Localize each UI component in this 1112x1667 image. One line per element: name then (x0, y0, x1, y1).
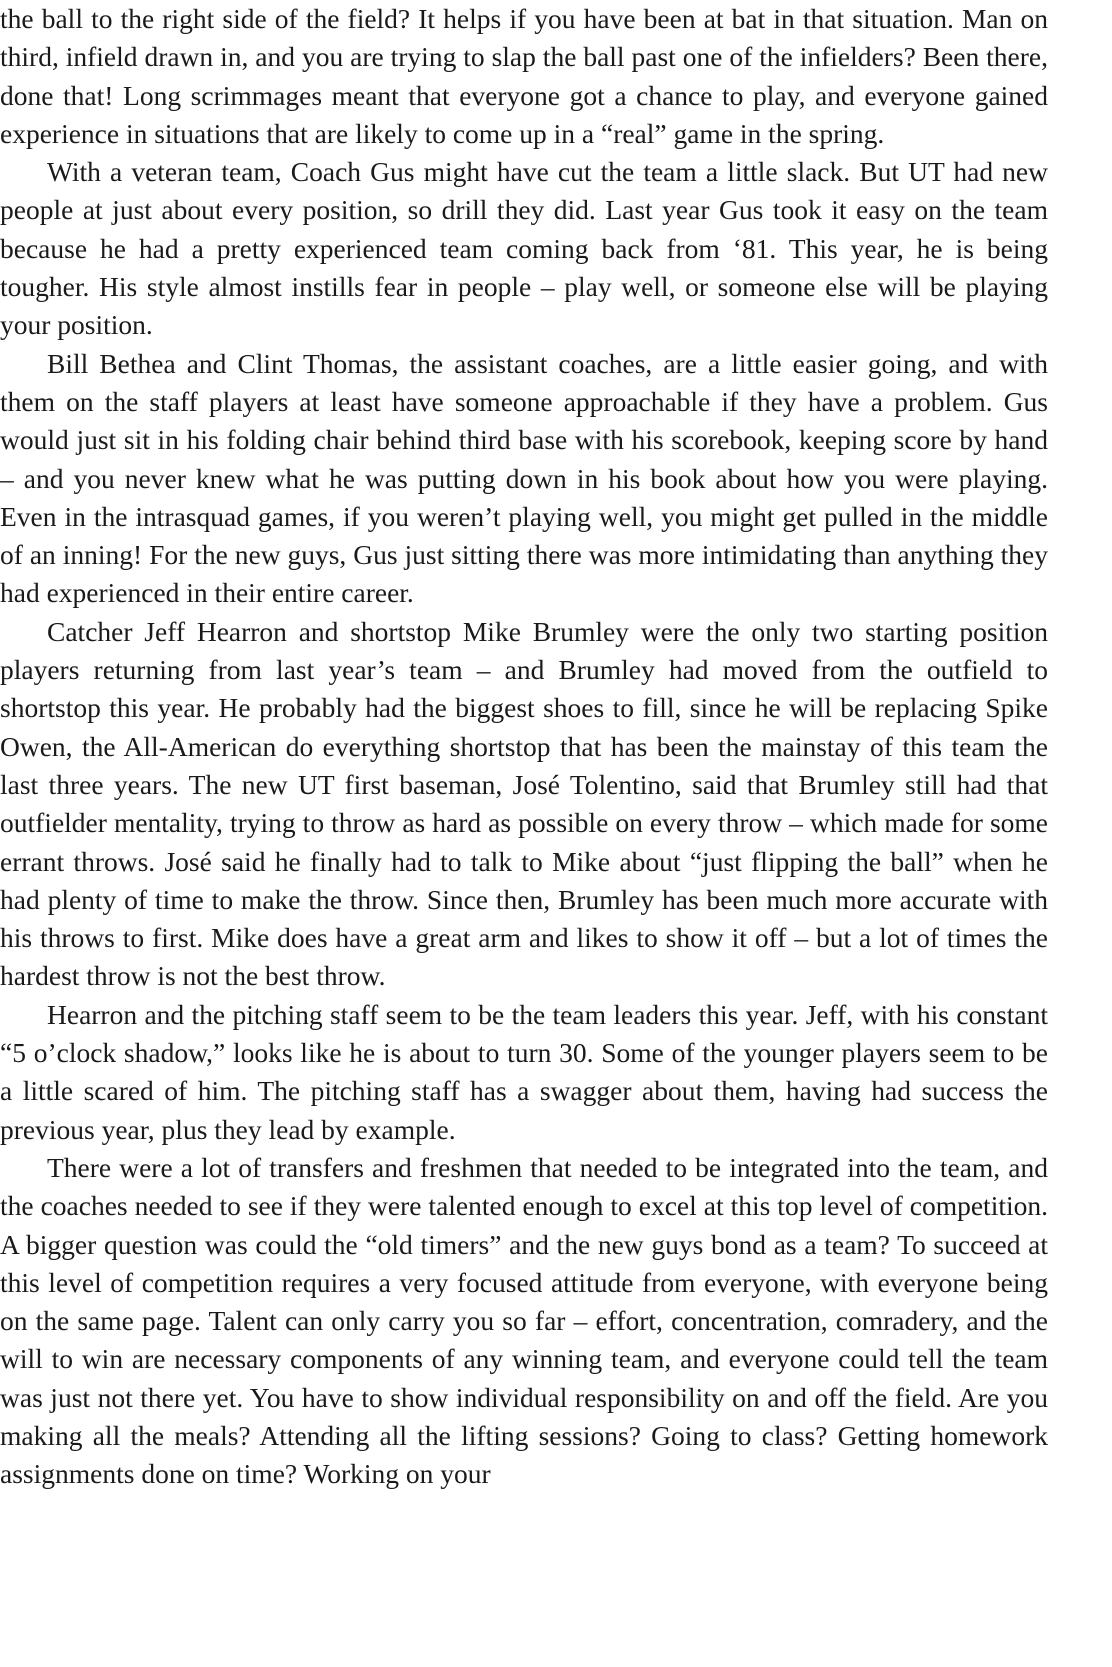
paragraph-1: the ball to the right side of the field? It helps if you have been at bat in that situation. Man on third, infield drawn in, and you are trying to slap the ball past one of the infielders? Been there, done that! Long scrimmages meant that everyone got a chance to play, and everyone gained experience in situations that are likely to come up in a “real” game in the spring. (0, 3, 1048, 149)
paragraph-3: Bill Bethea and Clint Thomas, the assistant coaches, are a little easier going, and with them on the staff players at least have someone approachable if they have a problem. Gus would just sit in his folding chair behind third base with his scorebook, keeping score by hand – and you never knew what he was putting down in his book about how you were playing. Even in the intrasquad games, if you weren’t playing well, you might get pulled in the middle of an inning! For the new guys, Gus just sitting there was more intimidating than anything they had experienced in their entire career. (0, 347, 1048, 609)
paragraph-4: Catcher Jeff Hearron and shortstop Mike Brumley were the only two starting position players returning from last year’s team – and Brumley had moved from the outfield to shortstop this year. He probably had the biggest shoes to fill, since he will be replacing Spike Owen, the All-American do everything shortstop that has been the mainstay of this team the last three years. The new UT first baseman, José Tolentino, said that Brumley still had that outfielder mentality, trying to throw as hard as possible on every throw – which made for some errant throws. José said he finally had to talk to Mike about “just flipping the ball” when he had plenty of time to make the throw. Since then, Brumley has been much more accurate with his throws to first. Mike does have a great arm and likes to show it off – but a lot of times the hardest throw is not the best throw. (0, 615, 1048, 992)
paragraph-5: Hearron and the pitching staff seem to be the team leaders this year. Jeff, with his constant “5 o’clock shadow,” looks like he is about to turn 30. Some of the younger players seem to be a little scared of him. The pitching staff has a swagger about them, having had success the previous year, plus they lead by example. (0, 998, 1048, 1145)
paragraph-6: There were a lot of transfers and freshmen that needed to be integrated into the team, and the coaches needed to see if they were talented enough to excel at this top level of competition. A bigger question was could the “old timers” and the new guys bond as a team? To succeed at this level of competition requires a very focused attitude from everyone, with everyone being on the same page. Talent can only carry you so far – effort, concentration, comradery, and the will to win are necessary components of any winning team, and everyone could tell the team was just not there yet. You have to show individual responsibility on and off the field. Are you making all the meals? Attending all the lifting sessions? Going to class? Getting homework assignments done on time? Working on your (0, 1151, 1048, 1490)
paragraph-2: With a veteran team, Coach Gus might have cut the team a little slack. But UT had new people at just about every position, so drill they did. Last year Gus took it easy on the team because he had a pretty experienced team coming back from ‘81. This year, he is being tougher. His style almost instills fear in people – play well, or someone else will be playing your position. (0, 156, 1048, 341)
